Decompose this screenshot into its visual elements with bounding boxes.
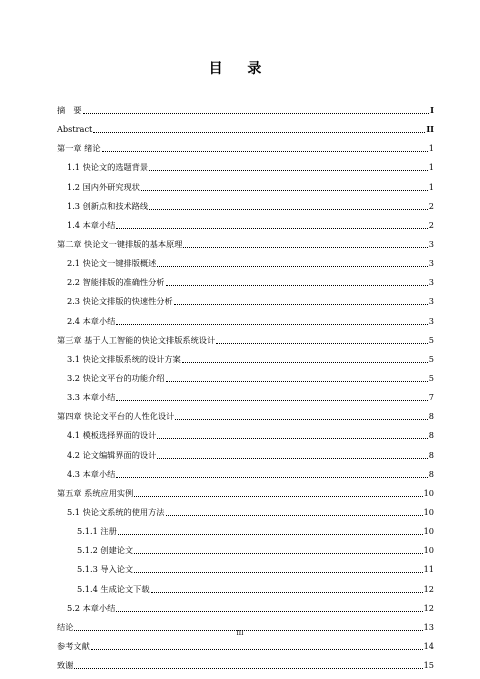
- toc-entry-page: 10: [423, 507, 434, 518]
- toc-entry[interactable]: [57, 369, 434, 388]
- toc-entry[interactable]: [57, 178, 434, 197]
- toc-entry-label: 第二章 快论文一键排版的基本原理: [57, 239, 183, 250]
- toc-entry-label: 4.2 论文编辑界面的设计: [67, 449, 157, 460]
- toc-entry[interactable]: [57, 656, 434, 675]
- toc-entry-page: 5: [428, 353, 434, 364]
- toc-entry[interactable]: [57, 216, 434, 235]
- toc-entry-page: 3: [428, 315, 434, 326]
- toc-entry[interactable]: [57, 254, 434, 273]
- toc-entry-label: 3.2 快论文平台的功能介绍: [67, 373, 165, 384]
- toc-entry-page: 8: [428, 430, 434, 441]
- toc-entry-label: 5.1.3 导入论文: [77, 564, 134, 575]
- toc-entry[interactable]: [57, 312, 434, 331]
- toc-entry-label: 参考文献: [57, 641, 90, 651]
- toc-entry-page: 3: [428, 296, 434, 307]
- toc-entry-label: 第五章 系统应用实例: [57, 487, 134, 498]
- toc-entry-label: 1.2 国内外研究现状: [67, 181, 140, 192]
- toc-leader-dots: [141, 190, 428, 191]
- toc-leader-dots: [157, 458, 427, 459]
- toc-entry-label: 1.1 快论文的选题背景: [67, 162, 149, 173]
- toc-leader-dots: [149, 209, 428, 210]
- toc-entry[interactable]: [57, 139, 434, 158]
- toc-entry-page: 1: [428, 143, 434, 154]
- toc-entry-page: 15: [423, 660, 434, 671]
- toc-leader-dots: [174, 304, 428, 305]
- toc-leader-dots: [157, 266, 427, 267]
- toc-entry-page: 8: [428, 468, 434, 479]
- toc-entry[interactable]: [57, 503, 434, 522]
- toc-leader-dots: [116, 611, 422, 612]
- toc-entry-label: 1.3 创新点和技术路线: [67, 200, 149, 211]
- toc-entry-page: 13: [423, 621, 434, 632]
- toc-leader-dots: [149, 170, 428, 171]
- toc-leader-dots: [83, 113, 430, 114]
- page-title: 目 录: [208, 61, 272, 77]
- toc-entry-label: 5.1.2 创建论文: [77, 545, 134, 556]
- toc-entry-page: 3: [428, 258, 434, 269]
- table-of-contents: [57, 101, 434, 675]
- toc-entry-page: 8: [428, 411, 434, 422]
- toc-entry[interactable]: [57, 292, 434, 311]
- toc-leader-dots: [175, 419, 428, 420]
- toc-leader-dots: [116, 324, 427, 325]
- toc-entry-label: 摘 要: [57, 105, 82, 116]
- toc-entry[interactable]: [57, 580, 434, 599]
- toc-entry-label: 2.1 快论文一键排版概述: [67, 258, 157, 269]
- toc-entry[interactable]: [57, 235, 434, 254]
- toc-leader-dots: [118, 534, 423, 535]
- toc-entry-page: II: [426, 124, 434, 135]
- toc-entry-page: 5: [428, 373, 434, 384]
- toc-entry-page: 2: [428, 219, 434, 230]
- toc-leader-dots: [183, 247, 427, 248]
- toc-entry-page: 1: [428, 181, 434, 192]
- toc-entry-label: 第一章 绪论: [57, 143, 101, 154]
- page-number: III: [236, 630, 244, 637]
- toc-entry[interactable]: [57, 522, 434, 541]
- toc-leader-dots: [91, 649, 423, 650]
- toc-entry-label: 第四章 快论文平台的人性化设计: [57, 411, 175, 422]
- toc-entry-page: 3: [428, 239, 434, 250]
- toc-entry-page: I: [430, 105, 434, 116]
- toc-leader-dots: [116, 228, 427, 229]
- toc-entry-label: 结论: [57, 621, 74, 632]
- toc-entry[interactable]: [57, 560, 434, 579]
- toc-leader-dots: [116, 400, 427, 401]
- toc-entry-label: 2.4 本章小结: [67, 315, 116, 326]
- toc-entry-page: 10: [423, 526, 434, 537]
- toc-entry-label: 2.2 智能排版的准确性分析: [67, 277, 165, 288]
- toc-entry[interactable]: [57, 158, 434, 177]
- toc-entry-label: 4.3 本章小结: [67, 468, 116, 479]
- toc-entry[interactable]: [57, 599, 434, 618]
- toc-entry-page: 14: [423, 641, 434, 651]
- toc-leader-dots: [166, 285, 428, 286]
- toc-leader-dots: [116, 477, 427, 478]
- toc-entry-label: 3.1 快论文排版系统的设计方案: [67, 353, 181, 364]
- toc-entry-label: 5.1 快论文系统的使用方法: [67, 507, 165, 518]
- toc-leader-dots: [216, 343, 428, 344]
- toc-entry[interactable]: [57, 101, 434, 120]
- toc-entry[interactable]: [57, 541, 434, 560]
- toc-leader-dots: [151, 592, 423, 593]
- toc-leader-dots: [93, 132, 425, 133]
- toc-entry-page: 7: [428, 392, 434, 403]
- toc-entry-page: 10: [423, 545, 434, 556]
- toc-leader-dots: [182, 362, 428, 363]
- toc-entry-label: 1.4 本章小结: [67, 219, 116, 230]
- toc-entry-label: Abstract: [57, 124, 93, 135]
- toc-leader-dots: [134, 496, 422, 497]
- toc-entry-label: 第三章 基于人工智能的快论文排版系统设计: [57, 334, 216, 345]
- toc-entry-page: 2: [428, 200, 434, 211]
- toc-entry-page: 3: [428, 277, 434, 288]
- toc-entry-label: 5.1.4 生成论文下载: [77, 583, 150, 594]
- toc-entry[interactable]: [57, 426, 434, 445]
- toc-entry-label: 5.1.1 注册: [77, 526, 117, 537]
- toc-entry-label: 4.1 模板选择界面的设计: [67, 430, 157, 441]
- toc-leader-dots: [134, 572, 422, 573]
- toc-entry[interactable]: [57, 465, 434, 484]
- toc-leader-dots: [166, 515, 423, 516]
- toc-leader-dots: [157, 438, 427, 439]
- toc-entry-label: 致谢: [57, 660, 74, 671]
- toc-entry[interactable]: [57, 446, 434, 465]
- toc-entry[interactable]: [57, 331, 434, 350]
- toc-entry[interactable]: [57, 120, 434, 139]
- toc-leader-dots: [166, 381, 428, 382]
- toc-entry[interactable]: [57, 273, 434, 292]
- toc-entry[interactable]: [57, 407, 434, 426]
- toc-leader-dots: [134, 553, 422, 554]
- toc-entry-page: 5: [428, 334, 434, 345]
- toc-entry[interactable]: [57, 637, 434, 656]
- toc-entry[interactable]: [57, 388, 434, 407]
- toc-entry-label: 5.2 本章小结: [67, 602, 116, 613]
- toc-entry-page: 1: [428, 162, 434, 173]
- toc-entry-label: 3.3 本章小结: [67, 392, 116, 403]
- toc-entry-page: 10: [423, 487, 434, 498]
- toc-entry[interactable]: [57, 484, 434, 503]
- toc-entry-page: 12: [423, 602, 434, 613]
- toc-leader-dots: [102, 151, 428, 152]
- toc-entry[interactable]: [57, 197, 434, 216]
- toc-entry-page: 8: [428, 449, 434, 460]
- toc-leader-dots: [74, 668, 422, 669]
- toc-entry-page: 12: [423, 583, 434, 594]
- toc-entry[interactable]: [57, 350, 434, 369]
- toc-entry-page: 11: [423, 564, 434, 575]
- toc-entry-label: 2.3 快论文排版的快速性分析: [67, 296, 173, 307]
